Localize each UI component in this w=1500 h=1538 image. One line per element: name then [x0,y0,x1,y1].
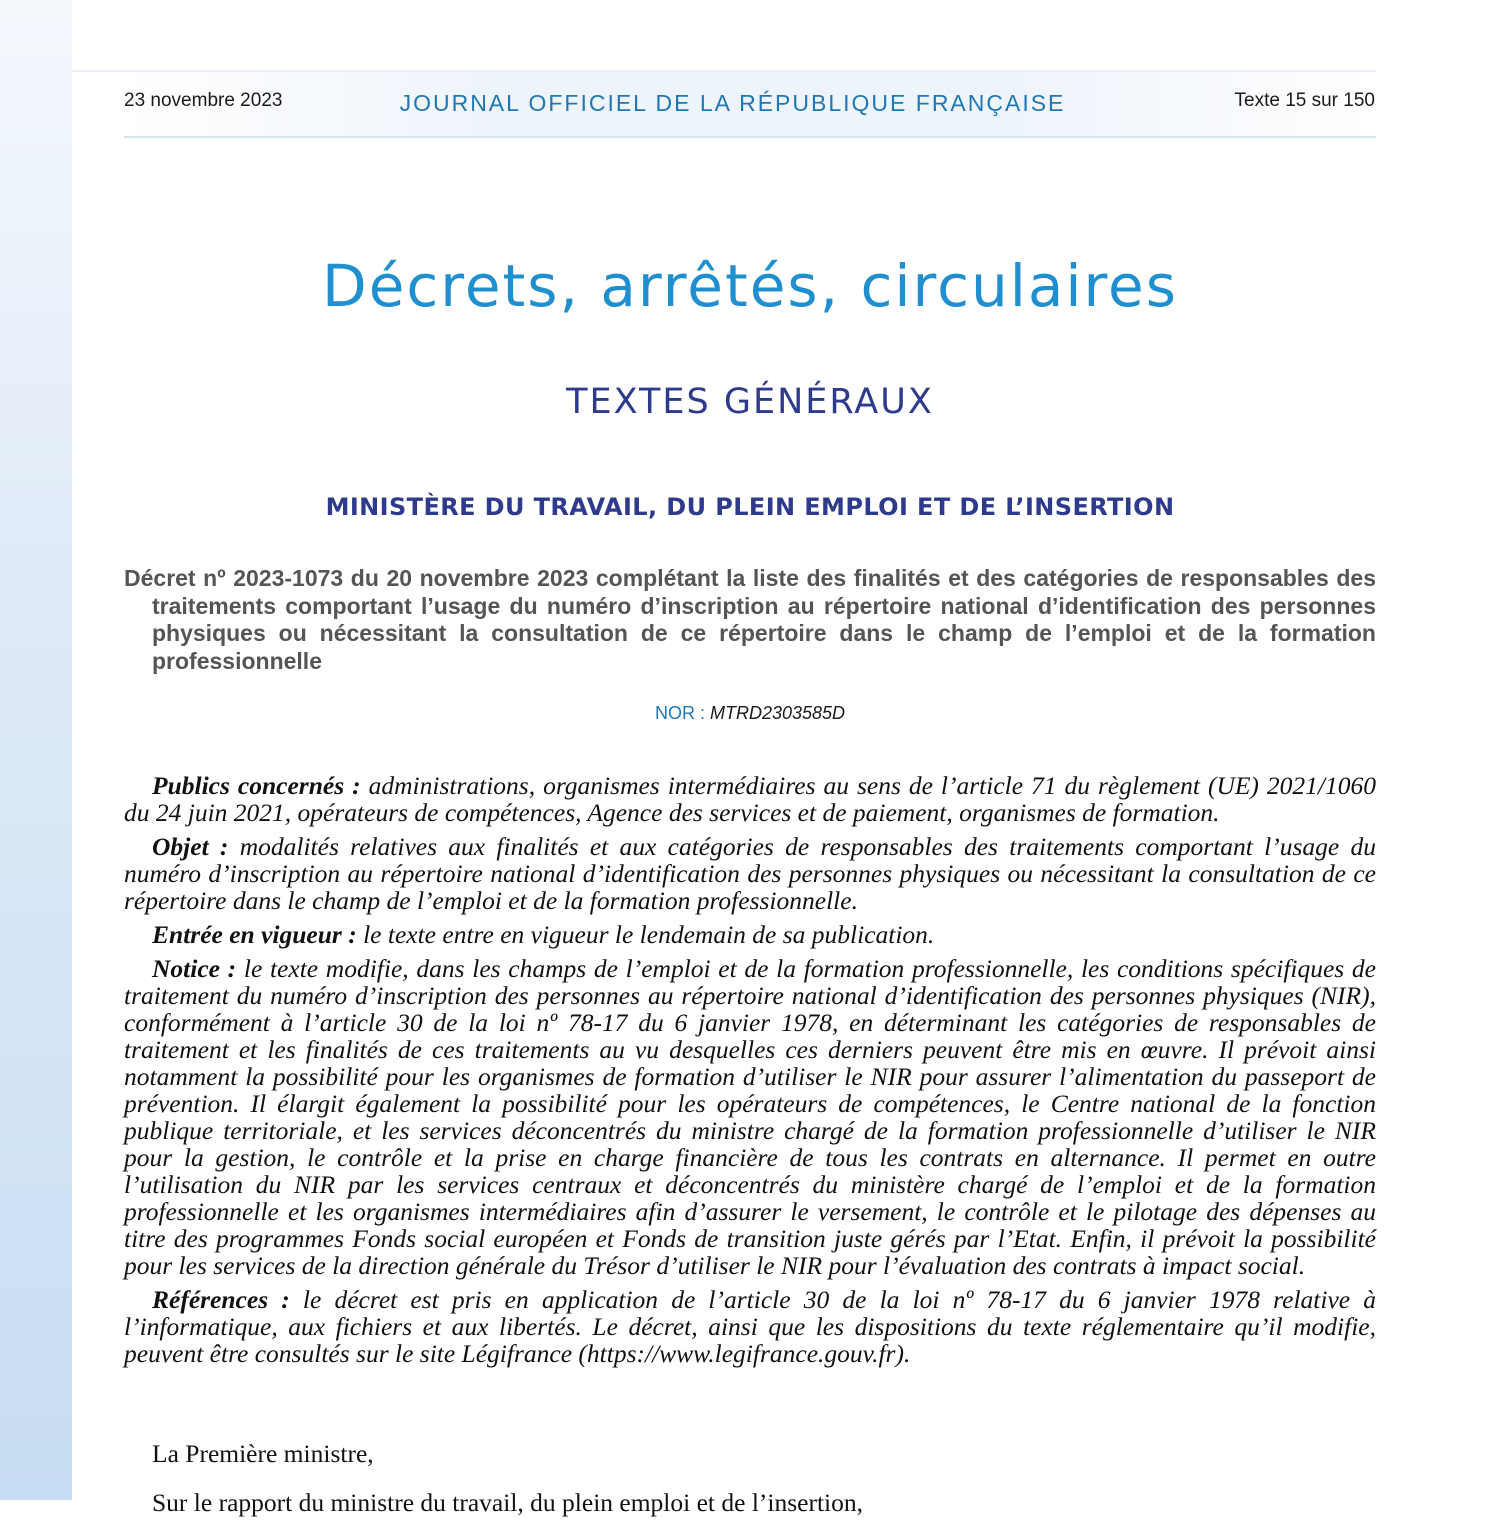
summary-publics [124,772,1376,826]
nor-value: MTRD2303585D [709,703,846,723]
summary-label: Références : [152,1285,290,1314]
section-subtitle: TEXTES GÉNÉRAUX [566,382,934,422]
nor-line [124,703,1376,724]
header-journal-title: JOURNAL OFFICIEL DE LA RÉPUBLIQUE FRANÇAISE [399,90,1066,116]
summary-text: modalités relatives aux finalités et aux catégories de responsables des traitements comportant l’usage du numéro d’inscription au répertoire national d’identification des personnes physiques ou nécessitant la consultation de ce répertoire dans le champ de l’emploi et de la formation professionnelle. [124,832,1376,915]
summary-label: Notice : [152,954,237,983]
summary-objet [124,833,1376,914]
header-text-number: Texte 15 sur 150 [1234,90,1375,111]
ministry-heading: MINISTÈRE DU TRAVAIL, DU PLEIN EMPLOI ET DE L’INSERTION [325,493,1175,521]
decree-summary [124,772,1376,1374]
summary-references [124,1286,1376,1367]
decree-body [124,1440,1376,1538]
nor-label: NOR : [654,703,710,723]
header-date: 23 novembre 2023 [124,90,283,111]
summary-text: le texte entre en vigueur le lendemain de sa publication. [356,920,935,949]
body-line-minister: La Première ministre, [152,1439,374,1468]
summary-text: le texte modifie, dans les champs de l’emploi et de la formation professionnelle, les conditions spécifiques de traitement du numéro d’inscription des personnes au répertoire national d’identification des personnes physiques (NIR), conformément à l’article 30 de la loi nº 78-17 du 6 janvier 1978, en déterminant les catégories de responsables de traitement et les finalités de ces traitements au vu desquelles ces derniers peuvent être mis en œuvre. Il prévoit ainsi notamment la possibilité pour les organismes de formation d’utiliser le NIR pour assurer l’alimentation du passeport de prévention. Il élargit également la possibilité pour les opérateurs de compétences, le Centre national de la fonction publique territoriale, et les services déconcentrés du ministre chargé de la formation professionnelle d’utiliser le NIR pour la gestion, le contrôle et la prise en charge financière de tous les contrats en alternance. Il permet en outre l’utilisation du NIR par les services centraux et déconcentrés du ministère chargé de l’emploi et de la formation professionnelle et les organismes intermédiaires afin d’assurer le versement, le contrôle et le pilotage des dépenses au titre des programmes Fonds social européen et Fonds de transition juste gérés par l’Etat. Enfin, il prévoit la possibilité pour les services de la direction générale du Trésor d’utiliser le NIR pour l’évaluation des contrats à impact social. [124,954,1376,1280]
decree-title: Décret nº 2023-1073 du 20 novembre 2023 complétant la liste des finalités et des catégories de responsables des traitements comportant l’usage du numéro d’inscription au répertoire national d’identification des personnes physiques ou nécessitant la consultation de ce répertoire dans le champ de l’emploi et de la formation professionnelle [124,565,1376,674]
section-title: Décrets, arrêtés, circulaires [322,252,1178,320]
summary-entree [124,921,1376,948]
summary-notice [124,955,1376,1279]
summary-text: le décret est pris en application de l’article 30 de la loi nº 78-17 du 6 janvier 1978 relative à l’informatique, aux fichiers et aux libertés. Le décret, ainsi que les dispositions du texte réglementaire qu’il modifie, peuvent être consultés sur le site Légifrance (https://www.legifrance.gouv.fr). [124,1285,1376,1368]
summary-label: Entrée en vigueur : [152,920,357,949]
summary-label: Objet : [152,832,229,861]
summary-text: administrations, organismes intermédiaires au sens de l’article 71 du règlement (UE) 2021/1060 du 24 juin 2021, opérateurs de compétences, Agence des services et de paiement, organismes de formation. [124,771,1376,827]
body-line-report: Sur le rapport du ministre du travail, du plein emploi et de l’insertion, [152,1488,864,1517]
page-margin-band [0,0,72,1500]
summary-label: Publics concernés : [152,771,361,800]
